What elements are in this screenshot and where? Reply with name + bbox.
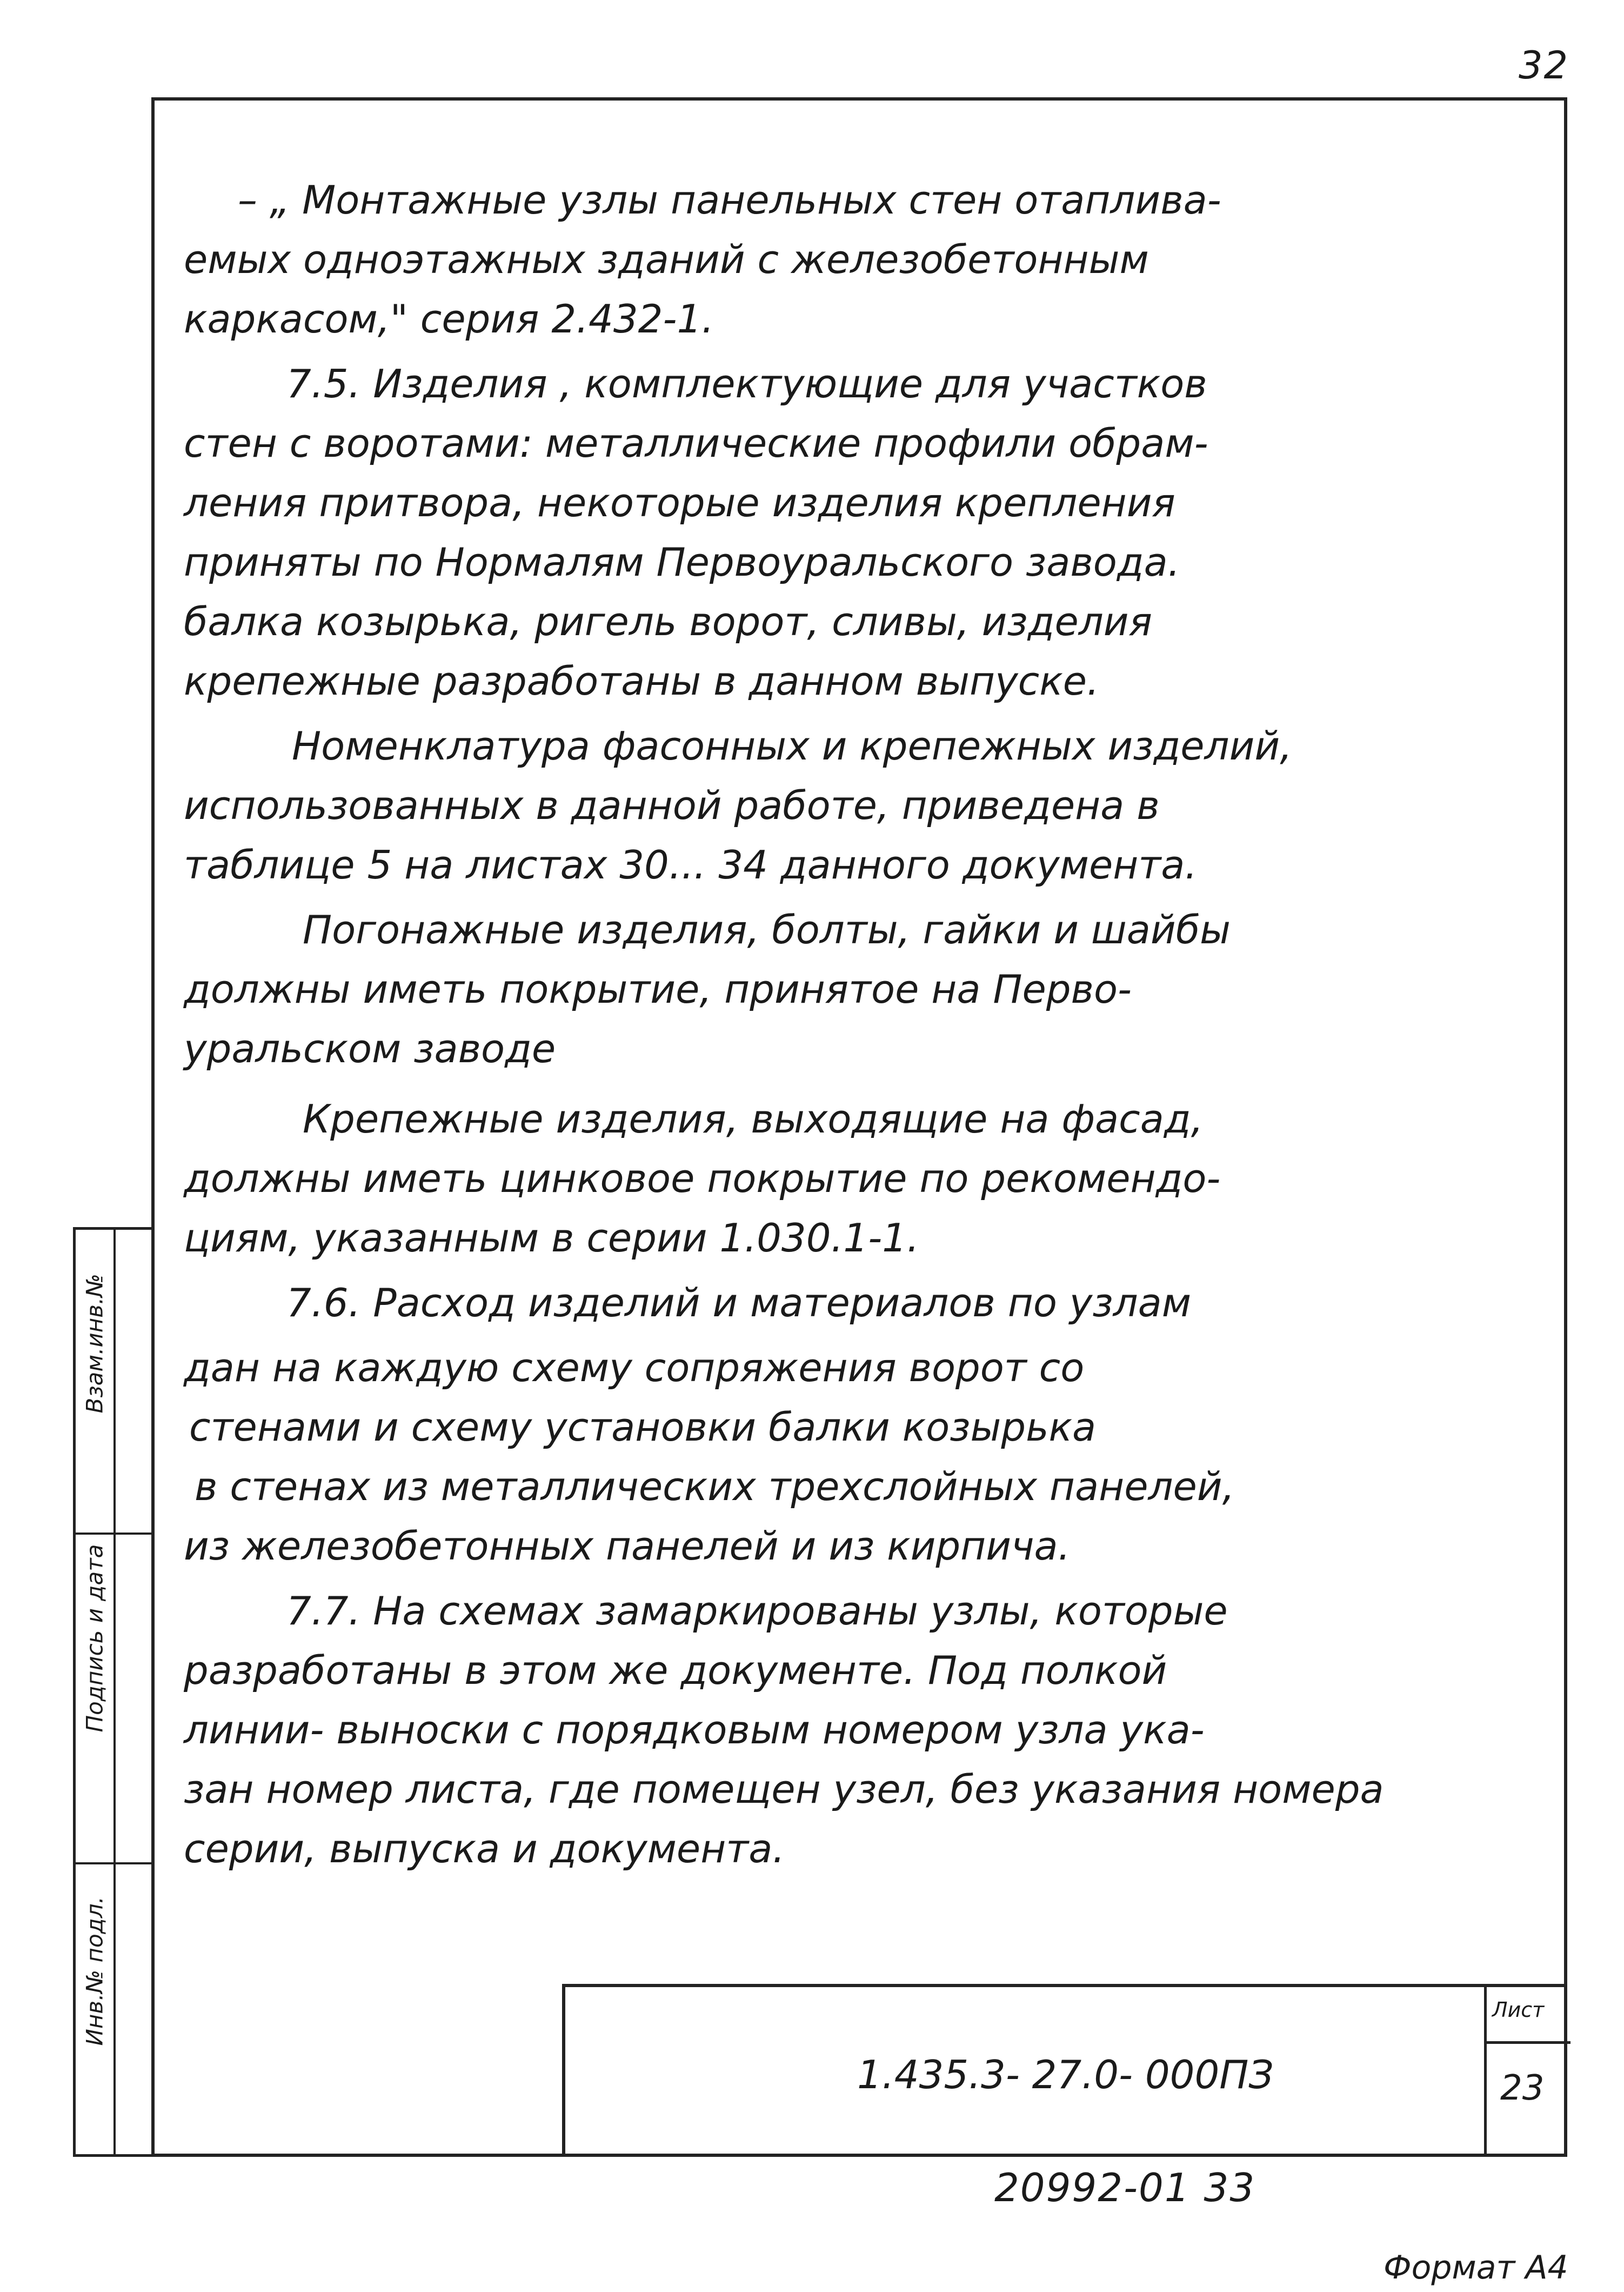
- side-strip-column-divider: [113, 1230, 116, 2154]
- inventory-original-label: Инв.№ подл.: [81, 1896, 108, 2046]
- archive-number: 20992-01 33: [994, 2165, 1256, 2210]
- format-label: Формат А4: [1384, 2249, 1568, 2287]
- title-block: [562, 1984, 1567, 2157]
- side-strip-row-divider: [76, 1533, 151, 1535]
- signature-date-label: Подпись и дата: [81, 1544, 108, 1733]
- title-block-divider: [1484, 1987, 1487, 2157]
- sheet-label: Лист: [1492, 1998, 1545, 2022]
- sheet-number: 23: [1500, 2068, 1545, 2108]
- side-strip-row-divider: [76, 1862, 151, 1864]
- page-number: 32: [1519, 43, 1569, 88]
- document-code: 1.435.3- 27.0- 000ПЗ: [857, 2052, 1274, 2097]
- side-stamp-strip: [73, 1227, 151, 2157]
- title-block-divider: [1484, 2041, 1570, 2044]
- replacement-inventory-label: Взам.инв.№: [81, 1274, 108, 1414]
